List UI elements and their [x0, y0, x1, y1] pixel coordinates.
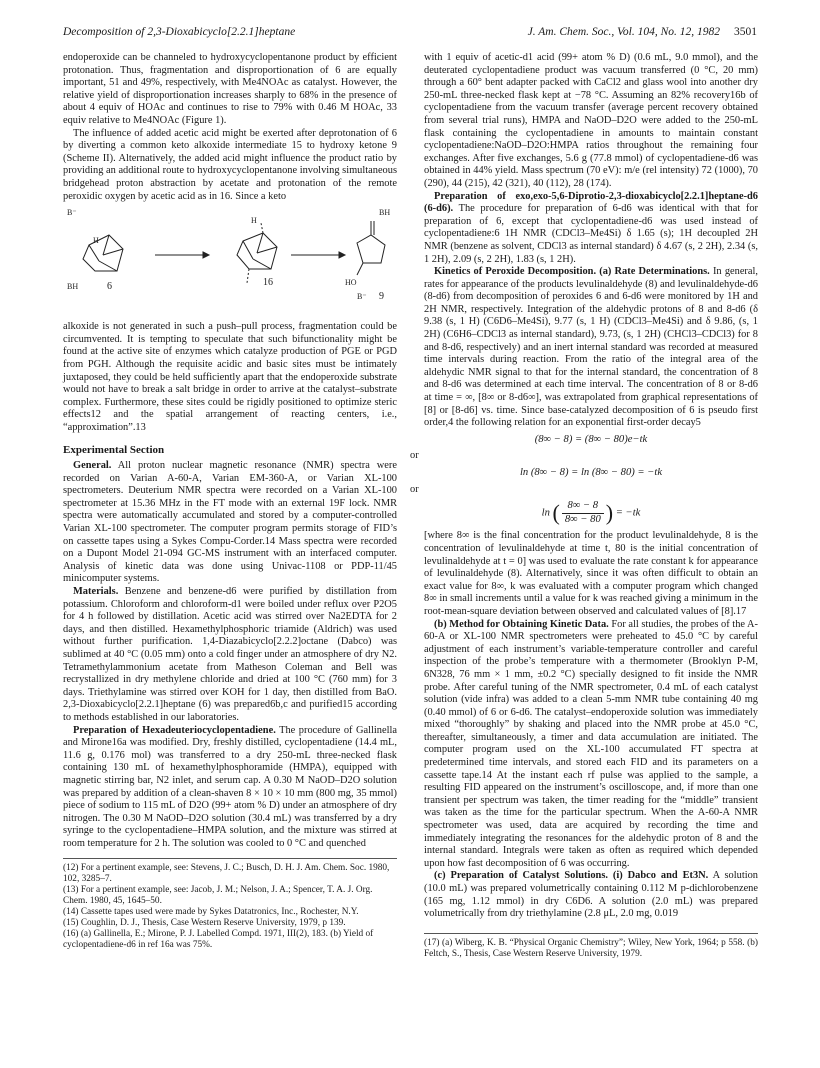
equation-rhs: = −tk — [615, 507, 641, 519]
reaction-scheme — [63, 205, 397, 317]
footnote: (12) For a pertinent example, see: Stevens, J. C.; Busch, D. H. J. Am. Chem. Soc. 1980, 102, 3285–7. — [63, 863, 390, 885]
fraction-numerator: 8∞ − 8 — [562, 500, 604, 514]
base-label: BH — [379, 208, 391, 218]
hydrogen-label: H — [93, 236, 99, 246]
footnote: (17) (a) Wiberg, K. B. “Physical Organic Chemistry”; Wiley, New York, 1964; p 558. (b) Feltch, S., Thesis, Case Western Reserve University, 1979. — [424, 937, 758, 959]
bicyclic-ring-6 — [83, 235, 123, 271]
paragraph: All proton nuclear magnetic resonance (NMR) spectra were recorded on Varian A-60-A, Varian EM-360-A, or Varian XL-100 spectrometers. Deuterium NMR spectra were recorded on a Varian XL-100 spectrometer at 15.36 MHz in the FT mode with an external 19F lock. NMR spectra were automatically accumulated and stored by a computer-controlled Varian XL-100 spectrometer. The computer program permits storage of FID’s on cassette tapes using a Sykes Compu-Corder.14 Mass spectra were recorded on a Dupont Model 21-094 GC-MS instrument with an interfaced computer. Analysis of kinetic data was done using Univac-1108 or PDP-11/45 minicomputer systems. — [63, 460, 397, 585]
fraction — [562, 500, 604, 526]
base-label: B⁻ — [357, 292, 367, 302]
hydroxyl-label: HO — [345, 278, 357, 288]
compound-label-6: 6 — [107, 281, 112, 293]
bicyclic-ring-16 — [237, 233, 277, 269]
runin-heading: Kinetics of Peroxide Decomposition. (a) Rate Determinations. — [434, 266, 710, 278]
runin-heading: (c) Preparation of Catalyst Solutions. (i) Dabco and Et3N. — [434, 870, 709, 882]
runin-heading: Preparation of exo,exo-5,6-Diprotio-2,3-dioxabicyclo[2.2.1]heptane-d6 (6-d6). — [424, 190, 758, 215]
ln-symbol: ln — [541, 507, 550, 519]
paragraph: alkoxide is not generated in such a push–pull process, fragmentation could be circumvented. It is tempting to speculate that such bifunctionality might be found at the active site of enzymes which catalyze production of PGE or PGD from PGH. Although the requisite acidic and basic sites must be intimately juxtaposed, they could be held sufficiently apart that the endoperoxide substrate would not have to break a salt bridge in order to arrive at the catalyst–substrate complex. Furthermore, these sites could be rigidly positioned to optimize steric effects12 and the spatial arrangement of reacting centers, i.e., “approximation”.13 — [63, 321, 397, 433]
compound-label-16: 16 — [263, 277, 273, 289]
footnote: (16) (a) Gallinella, E.; Mirone, P. J. Labelled Compd. 1971, III(2), 183. (b) Yield of cyclopentadiene-d6 in ref 16a was 75%. — [63, 929, 374, 951]
footnote: (15) Coughlin, D. J., Thesis, Case Western Reserve University, 1979, p 139. — [63, 918, 346, 929]
hydrogen-label: H — [251, 216, 257, 226]
runin-heading: Materials. — [73, 586, 119, 597]
footnotes — [63, 858, 397, 951]
paragraph: The influence of added acetic acid might be exerted after deprotonation of 6 by diverting a common keto alkoxide intermediate 15 to hydroxy ketone 9 (Scheme II). Alternatively, the added acid might influence the product ratio by providing an additional route to hydroxycyclopentanone involving simultaneous bridgehead proton abstraction by acetate and protonation of the remote peroxidic oxygen by acetic acid as in 16. Since a keto — [63, 127, 397, 202]
base-label: BH — [67, 282, 79, 292]
or-connector: or — [410, 483, 419, 495]
runin-heading: Preparation of Hexadeuteriocyclopentadiene. — [73, 724, 276, 736]
paragraph: endoperoxide can be channeled to hydroxycyclopentanone product by efficient protonation. Thus, fragmentation and disproportionation of 6 are equally important, 51 and 49%, respectively, with Me4NOAc as catalyst. However, the relative yield of disproportionation increases sharply to 68% in the presence of about 4 equiv of HOAc and continues to rise to 79% with 0.46 M HOAc, 33 equiv relative to Me4NOAc (Figure 1). — [63, 52, 397, 126]
equation-1: (8∞ − 8) = (8∞ − 80)e−tk — [534, 433, 648, 445]
base-label: B⁻ — [67, 208, 77, 218]
paragraph: For all studies, the probes of the A-60-A or XL-100 NMR spectrometers were preheated to 45.0 °C by careful adjustment of each instrument’s variable-temperature controller and careful inspection of the probe’s temperature with a thermometer (Brooklyn P-M, 6N328, 76 mm × 1 mm, ±0.2 °C) specially designed to fit inside the NMR probe. After careful tuning of the NMR spectrometer, 0.4 mL of each catalyst solution (vide infra) was added to a clean 5-mm NMR tube containing 40 mg (0.40 mmol) of 6 or 6-d6. The catalyst–endoperoxide solution was immediately mixed “thoroughly” by shaking and placed into the NMR probe at 45.0 °C, thereafter, simultaneously, a timer and data accumulation are initiated. The computer program used on the XL-100 accumulated FT spectra at predetermined time intervals, and stored each FID and its parameters on a cassette tape.14 At the instant each rf pulse was applied to the sample, a resulting FID appeared on the instrument’s oscilloscope, and, if more than one transient per spectrum was taken, the timer reading for the “middle” transient was taken as the time for the particular spectrum. When the A-60-A NMR spectrometer was used, data are acquired by recording the time and immediately integrating the resonances for the aldehydic proton of 8 and the internal standard. Integrals were taken as often as required which depended upon how fast decomposition of 6 was occurring. — [424, 618, 758, 869]
paragraph: with 1 equiv of acetic-d1 acid (99+ atom % D) (0.6 mL, 9.0 mmol), and the deuterated cyclopentadiene product was vacuum transferred (0 °C, 20 mm) through a 60° bent adapter packed with CaCl2 and glass wool into another dry 250-mL three-necked flask kept at −78 °C. Assuming an 82% recovery16b of cyclopentadiene from the vacuum transfer (average percent recovery obtained from several trial runs), HMPA and NaOD–D2O were added to the 250-mL flask containing the cyclopentadiene in amounts to maintain constant cyclopentadiene:NaOD–D2O:HMPA ratios throughout the remaining four exchanges. After five exchanges, 5.6 g (77.8 mmol) of cyclopentadiene-d6 was obtained in 44% yield. Mass spectrum (70 eV): m/e (rel intensity) 72 (1000), 70 (290), 44 (215), 42 (321), 40 (112), 28 (174). — [424, 52, 758, 189]
header-citation: J. Am. Chem. Soc., Vol. 104, No. 12, 1982 — [527, 26, 720, 38]
cyclopentanone-ring-9 — [357, 235, 385, 263]
runin-heading: (b) Method for Obtaining Kinetic Data. — [434, 618, 609, 630]
section-heading: Experimental Section — [63, 444, 165, 457]
paragraph: A solution (10.0 mL) was prepared volumetrically containing 0.112 M p-dichlorobenzene (165 mg, 1.12 mmol) in dry C6D6. A solution (2.0 mL) was prepared volumetrically from dry triethylamine (2.8 μL, 2.0 mg, 0.019 — [424, 870, 759, 920]
header-journal — [528, 26, 757, 42]
runin-heading: General. — [73, 460, 112, 472]
fraction-denominator: 8∞ − 80 — [564, 513, 601, 525]
page-number: 3501 — [734, 26, 757, 38]
footnote: (14) Cassette tapes used were made by Sykes Datatronics, Inc., Rochester, N.Y. — [63, 907, 359, 918]
paragraph: [where 8∞ is the final concentration for the product levulinaldehyde, 8 is the concentration of levulinaldehyde at time t, 80 is the initial concentration of levulinaldehyde at t = 0] was used to evaluate the rate constant k for appearance of levulinaldehyde (8). Alternatively, since it was often difficult to obtain an exact value for 8∞, k was evaluated with a computer program which changed 8∞ in small increments until a value for k was reached giving a minimum in the root-mean-square deviation between observed and calculated values of [8].17 — [424, 530, 758, 617]
left-column — [63, 52, 397, 951]
paragraph: Benzene and benzene-d6 were purified by distillation from potassium. Chloroform and chloroform-d1 were boiled under reflux over P2O5 for 4 h followed by distillation. Acetic acid was stirred over Na2EDTA for 2 days, and then distilled. Hexamethylphosphoric triamide (Aldrich) was used without further purification. 1,4-Diazabicyclo[2.2.2]octane (Dabco) was sublimed at 40 °C (0.05 mm) onto a cold finger under an atmosphere of dry N2. Tetramethylammonium acetate from Matheson Coleman and Bell was recrystallized in dry methylene chloride and dried at 100 °C (760 mm) for 3 days. Triethylamine was stirred over KOH for 1 day, then distilled from BaO. 2,3-Dioxabicyclo[2.2.1]heptane (6) was prepared6b,c and purified15 according to methods established in our laboratories. — [63, 586, 397, 723]
paragraph: The procedure of Gallinella and Mirone16a was modified. Dry, freshly distilled, cyclopentadiene (14.4 mL, 11.6 g, 0.176 mol) was transferred to a dry 250-mL three-necked flask containing 130 mL of hexamethylphosphoramide (HMPA), equipped with magnetic stirring bar, N2 inlet, and serum cap. A 0.30 M NaOD–D2O solution was prepared by addition of a clean-shaven 8 × 10 × 10 mm (800 mg, 35 mmol) piece of sodium to 115 mL of D2O (99+ atom % D) under an atmosphere of dry nitrogen. The 0.30 M NaOD–D2O solution (30.4 mL) was transferred by a dry syringe to the cyclopentadiene–HMPA solution, and the mixture was stirred at room temperature for 2 h. The solution was cooled to 0 °C and quenched — [63, 724, 397, 849]
or-connector: or — [410, 450, 419, 462]
footnotes — [424, 933, 758, 960]
footnote: (13) For a pertinent example, see: Jacob, J. M.; Nelson, J. A.; Spencer, T. A. J. Org. Chem. 1980, 45, 1645–50. — [63, 885, 373, 907]
header-title: Decomposition of 2,3-Dioxabicyclo[2.2.1]heptane — [63, 26, 296, 38]
running-header — [63, 26, 757, 42]
compound-label-9: 9 — [379, 291, 384, 303]
equation-2: ln (8∞ − 8) = ln (8∞ − 80) = −tk — [519, 467, 663, 478]
paragraph: In general, rates for appearance of the products levulinaldehyde (8) and levulinaldehyde-d6 (8-d6) from decomposition of peroxides 6 and 6-d6 were monitored by 1H and 2H NMR, respectively. Integration of the aldehydic protons of 8 and 8-d6 (δ 9.38 (s, 1 H) (C6D6–Me4Si), 9.77 (s, 1 H) (CDCl3–Me4Si) and δ 9.86, (s, 1 2H) (C6H6–CDCl3 as internal standard), 9.73, (s, 1 2H) (CHCl3–CDCl3) for 8 and 8-d6, respectively) and an inert internal standard was recorded at measured time intervals during reaction. From the ratio of the integral area of the aldehydic NMR signal to that for the internal standard, the concentration of 8 and 8-d6 was determined at each time interval. The concentration of 8 or 8-d6 at time = ∞, [8∞ or 8-d6∞], was extrapolated from graphical representations of [8] or [8-d6] vs. time. Since base-catalyzed decomposition of 6 is pseudo first order,4 the following relation for an exponential first-order decay5 — [424, 266, 758, 429]
paragraph: The procedure for preparation of 6-d6 was identical with that for preparation of 6, except that cyclopentadiene-d6 was used instead of cyclopentadiene:6 1H NMR (CDCl3–Me4Si) δ 1.65 (s); 1H decoupled 2H NMR (benzene as solvent, CDCl3 as internal standard) δ 4.67 (s, 2 2H), 2.34 (s, 1 2H), 2.09 (s, 2 2H), 1.83 (s, 1 2H). — [424, 203, 758, 265]
scheme-drawing — [63, 205, 397, 317]
equation-3: ln ( $\frac{8\infty - 8}{8\infty - 80}$ ) = −tk — [541, 499, 641, 525]
right-column — [410, 52, 759, 960]
